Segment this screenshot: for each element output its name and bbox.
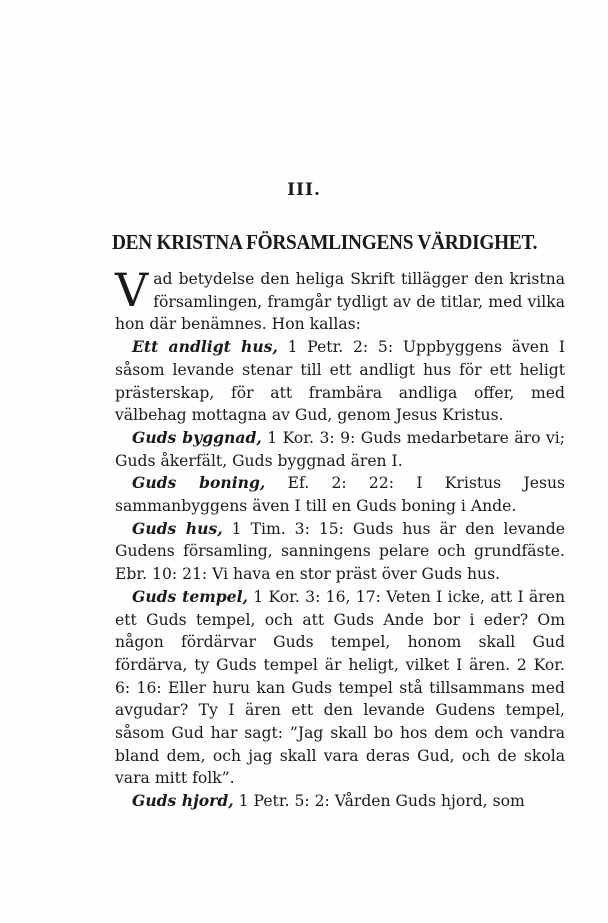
text-guds-byggnad: 1 Kor. 3: 9: Guds medarbetare äro vi; Guds åkerfält, Guds byggnad ären I. [115,428,566,470]
term-andligt-hus: Ett andligt hus, [132,337,278,357]
text-andligt-hus: 1 Petr. 2: 5: Uppbyggens även I såsom levande stenar till ett andligt hus för ett heligt prästerskap, för att frambära andliga offer, med välbehag mottagna av Gud, genom Jesus Kristus. [115,338,565,425]
term-guds-hus: Guds hus, [132,518,223,538]
paragraph-guds-hjord [115,790,565,813]
text-guds-hus: 1 Tim. 3: 15: Guds hus är den levande Gudens församling, sanningens pelare och grundfäste. Ebr. 10: 21: Vi hava en stor präst över Guds hus. [115,519,566,584]
term-guds-byggnad: Guds byggnad, [132,427,262,447]
chapter-title: DEN KRISTNA FÖRSAMLINGENS VÄRDIGHET. [112,230,538,254]
paragraph-guds-byggnad [115,427,565,472]
paragraph-andligt-hus [115,336,565,427]
drop-cap: V [115,263,149,317]
term-guds-hjord: Guds hjord, [132,791,234,811]
text-guds-boning: Ef. 2: 22: I Kristus Jesus sammanbyggens även I till en Guds boning i Ande. [115,474,565,516]
paragraph-guds-tempel [115,586,565,790]
text-guds-hjord: 1 Petr. 5: 2: Vården Guds hjord, som [233,792,525,811]
paragraph-guds-hus [115,518,565,586]
term-guds-tempel: Guds tempel, [132,586,248,606]
intro-text: ad betydelse den heliga Skrift tillägger den kristna församlingen, framgår tydligt av de titlar, med vilka hon där benämnes. Hon kallas: [115,270,565,334]
intro-paragraph [115,263,565,336]
chapter-number: III. [287,180,321,200]
term-guds-boning: Guds boning, [132,473,266,493]
chapter-body [115,263,566,813]
text-guds-tempel: 1 Kor. 3: 16, 17: Veten I icke, att I ären ett Guds tempel, och att Guds Ande bor i eder? Om någon fördärvar Guds tempel, honom skall Gud fördärva, ty Guds tempel är heligt, vilket I ären. 2 Kor. 6: 16: Eller huru kan Guds tempel stå tillsammans med avgudar? Ty I ären ett den levande Gudens tempel, såsom Gud har sagt: ”Jag skall bo hos dem och vandra bland dem, och jag skall vara deras Gud, och de skola vara mitt folk”. [115,587,565,788]
paragraph-guds-boning [115,472,565,517]
